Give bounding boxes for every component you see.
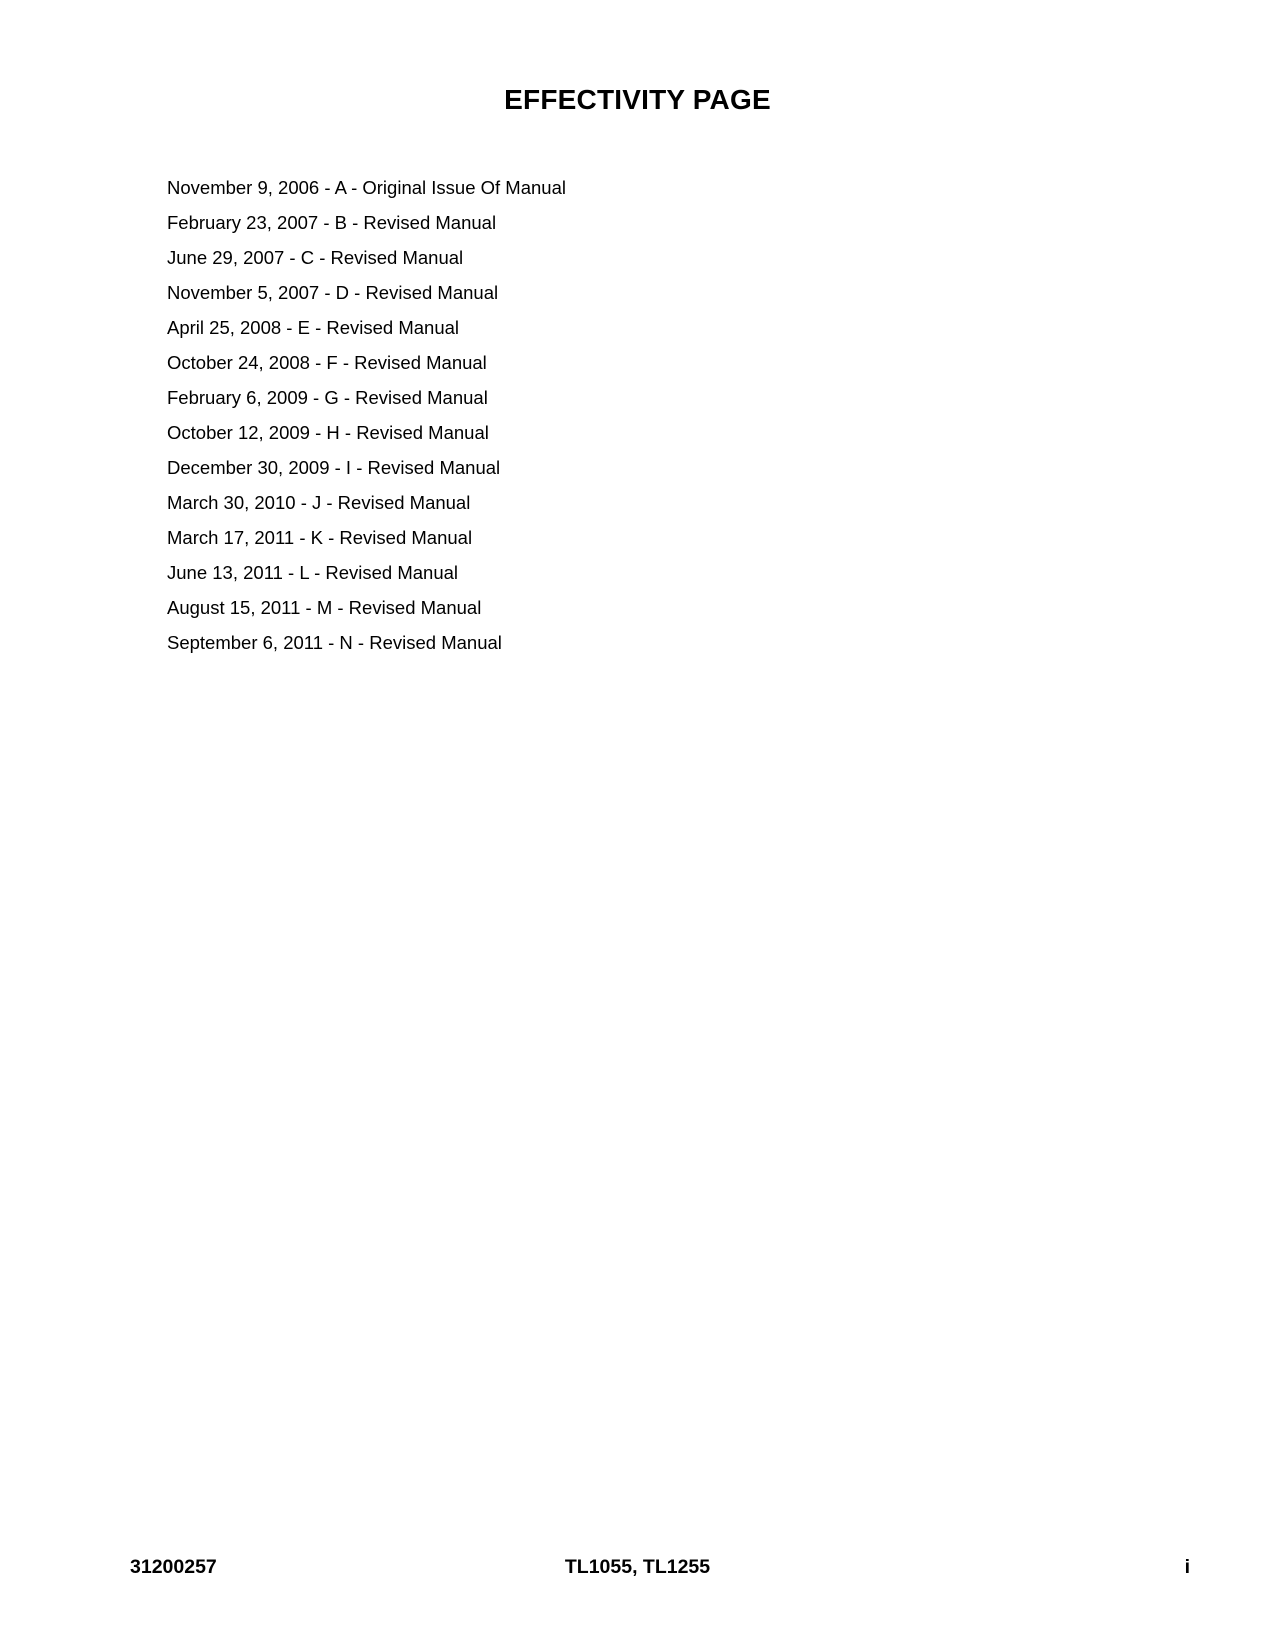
revision-entry: October 12, 2009 - H - Revised Manual bbox=[167, 422, 489, 443]
revision-entry: June 29, 2007 - C - Revised Manual bbox=[167, 247, 464, 268]
page-title: EFFECTIVITY PAGE bbox=[504, 84, 771, 115]
footer-models: TL1055, TL1255 bbox=[564, 1556, 711, 1578]
revision-entry: March 17, 2011 - K - Revised Manual bbox=[167, 527, 473, 548]
revision-entry: March 30, 2010 - J - Revised Manual bbox=[167, 492, 471, 513]
revision-entry: December 30, 2009 - I - Revised Manual bbox=[167, 457, 501, 478]
revision-entry: November 5, 2007 - D - Revised Manual bbox=[167, 282, 499, 303]
revision-list bbox=[167, 178, 566, 668]
revision-entry: November 9, 2006 - A - Original Issue Of Manual bbox=[167, 177, 566, 198]
revision-entry: June 13, 2011 - L - Revised Manual bbox=[167, 562, 459, 583]
revision-entry: August 15, 2011 - M - Revised Manual bbox=[167, 597, 482, 618]
footer-page-number: i bbox=[1184, 1556, 1190, 1578]
revision-entry: September 6, 2011 - N - Revised Manual bbox=[167, 632, 502, 653]
page-footer bbox=[0, 1556, 1275, 1584]
footer-document-number: 31200257 bbox=[130, 1556, 217, 1578]
revision-entry: October 24, 2008 - F - Revised Manual bbox=[167, 352, 487, 373]
revision-entry: February 6, 2009 - G - Revised Manual bbox=[167, 387, 488, 408]
revision-entry: February 23, 2007 - B - Revised Manual bbox=[167, 212, 497, 233]
revision-entry: April 25, 2008 - E - Revised Manual bbox=[167, 317, 460, 338]
